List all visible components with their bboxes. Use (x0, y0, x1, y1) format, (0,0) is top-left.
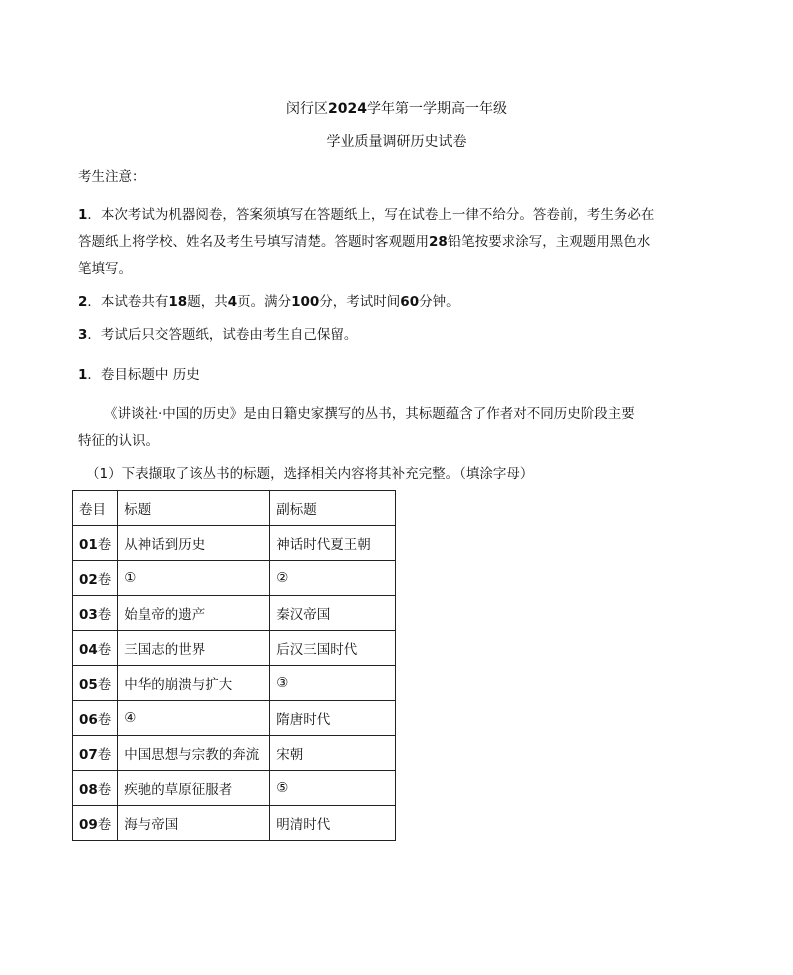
notice-item-1-pencil: 28 (429, 234, 448, 250)
table-row (73, 631, 396, 666)
volume-number: 08 (79, 782, 98, 798)
cell-title: 三国志的世界 (118, 631, 270, 666)
subquestion-1: （1）下表撷取了该丛书的标题，选择相关内容将其补充完整。（填涂字母） (86, 466, 534, 482)
volume-number: 01 (79, 537, 98, 553)
notice-heading: 考生注意： (78, 169, 146, 185)
cell-subtitle: 隋唐时代 (270, 701, 396, 736)
notice-item-3-text: ．考试后只交答题纸，试卷由考生自己保留。 (87, 327, 358, 343)
table-header-row (73, 491, 396, 526)
notice-item-2-text-g: 分，考试时间 (319, 294, 401, 310)
title-district: 闵行区 (286, 101, 329, 117)
table-row (73, 561, 396, 596)
notice-item-3-number: 3 (78, 327, 88, 343)
table-row (73, 701, 396, 736)
volume-unit: 卷 (97, 677, 112, 693)
header-volume: 卷目 (73, 491, 118, 526)
notice-item-2-questions: 18 (168, 294, 188, 310)
notice-item-2-text-i: 分钟。 (419, 294, 460, 310)
header-title: 标题 (118, 491, 270, 526)
volume-unit: 卷 (97, 572, 112, 588)
notice-item-1-line3: 笔填写。 (78, 261, 132, 277)
cell-title-blank-4: ④ (118, 701, 270, 736)
cell-volume (73, 631, 118, 666)
section-number: 1 (78, 367, 88, 383)
cell-volume (73, 736, 118, 771)
table-row (73, 736, 396, 771)
volume-unit: 卷 (97, 642, 112, 658)
intro-line1: 《讲谈社·中国的历史》是由日籍史家撰写的丛书，其标题蕴含了作者对不同历史阶段主要 (104, 406, 635, 422)
cell-subtitle-blank-5: ⑤ (270, 771, 396, 806)
notice-item-2-pages: 4 (227, 294, 238, 310)
table-row (73, 526, 396, 561)
section-label: ．卷目标题中 历史 (87, 367, 200, 383)
header-subtitle: 副标题 (270, 491, 396, 526)
cell-volume (73, 771, 118, 806)
volume-number: 04 (79, 642, 98, 658)
cell-subtitle: 秦汉帝国 (270, 596, 396, 631)
volume-number: 06 (79, 712, 98, 728)
cell-title: 中国思想与宗教的奔流 (118, 736, 270, 771)
volume-table (72, 490, 396, 841)
cell-subtitle-blank-2: ② (270, 561, 396, 596)
notice-item-2-minutes: 60 (400, 294, 420, 310)
cell-volume (73, 596, 118, 631)
cell-title: 疾驰的草原征服者 (118, 771, 270, 806)
volume-unit: 卷 (97, 782, 112, 798)
cell-volume (73, 701, 118, 736)
notice-item-1-text-a: 答题纸上将学校、姓名及考生号填写清楚。答题时客观题用 (78, 234, 429, 250)
cell-volume (73, 806, 118, 841)
cell-subtitle-blank-3: ③ (270, 666, 396, 701)
cell-title: 中华的崩溃与扩大 (118, 666, 270, 701)
volume-number: 02 (79, 572, 98, 588)
notice-item-2-number: 2 (78, 294, 88, 310)
notice-item-1-number: 1 (78, 207, 88, 223)
notice-item-1-line2 (78, 230, 650, 250)
table-row (73, 806, 396, 841)
cell-title-blank-1: ① (118, 561, 270, 596)
volume-unit: 卷 (97, 607, 112, 623)
volume-number: 05 (79, 677, 98, 693)
volume-unit: 卷 (97, 537, 112, 553)
notice-item-2-text-a: ．本试卷共有 (87, 294, 169, 310)
notice-item-2-score: 100 (291, 294, 320, 310)
notice-item-1-line1 (78, 203, 654, 223)
section-heading (78, 363, 200, 383)
cell-subtitle: 神话时代夏王朝 (270, 526, 396, 561)
volume-unit: 卷 (97, 712, 112, 728)
volume-unit: 卷 (97, 817, 112, 833)
intro-line2: 特征的认识。 (78, 433, 159, 449)
cell-subtitle: 后汉三国时代 (270, 631, 396, 666)
volume-number: 09 (79, 817, 98, 833)
title-year: 2024 (328, 101, 367, 117)
cell-subtitle: 明清时代 (270, 806, 396, 841)
cell-title: 从神话到历史 (118, 526, 270, 561)
volume-number: 07 (79, 747, 98, 763)
notice-item-1-text-c: 铅笔按要求涂写，主观题用黑色水 (447, 234, 651, 250)
cell-volume (73, 666, 118, 701)
volume-unit: 卷 (97, 747, 112, 763)
title-term: 学年第一学期高一年级 (366, 101, 507, 117)
cell-volume (73, 561, 118, 596)
notice-item-2-text-e: 页。满分 (237, 294, 292, 310)
table-row (73, 596, 396, 631)
notice-item-2 (78, 290, 460, 310)
table-row (73, 666, 396, 701)
notice-item-1-text: ．本次考试为机器阅卷，答案须填写在答题纸上，写在试卷上一律不给分。答卷前，考生务必在 (87, 207, 655, 223)
notice-item-2-text-c: 题，共 (187, 294, 228, 310)
exam-title-line1 (0, 98, 793, 118)
table-row (73, 771, 396, 806)
exam-title-line2: 学业质量调研历史试卷 (326, 134, 467, 150)
cell-title: 始皇帝的遗产 (118, 596, 270, 631)
notice-item-3 (78, 323, 357, 343)
volume-number: 03 (79, 607, 98, 623)
cell-title: 海与帝国 (118, 806, 270, 841)
cell-volume (73, 526, 118, 561)
cell-subtitle: 宋朝 (270, 736, 396, 771)
